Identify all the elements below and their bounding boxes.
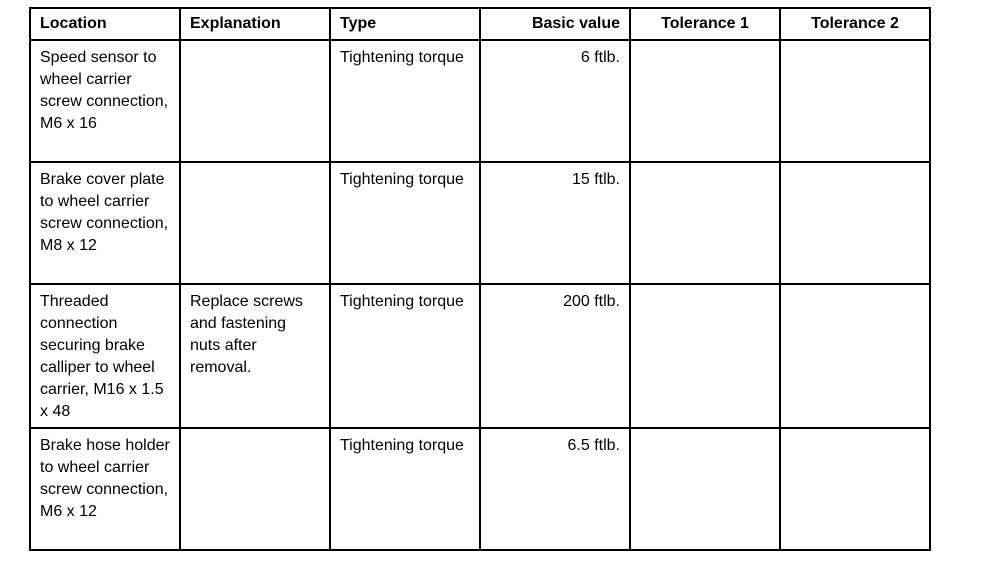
- cell-tolerance-1: [630, 40, 780, 162]
- cell-tolerance-1: [630, 162, 780, 284]
- header-type: Type: [330, 8, 480, 40]
- cell-basic-value: 6.5 ftlb.: [480, 428, 630, 550]
- cell-type: Tightening torque: [330, 162, 480, 284]
- table-row: [30, 428, 930, 550]
- cell-type: Tightening torque: [330, 40, 480, 162]
- cell-basic-value: 6 ftlb.: [480, 40, 630, 162]
- header-location: Location: [30, 8, 180, 40]
- header-basic-value: Basic value: [480, 8, 630, 40]
- header-explanation: Explanation: [180, 8, 330, 40]
- table-row: [30, 162, 930, 284]
- cell-tolerance-2: [780, 284, 930, 428]
- table-row: [30, 284, 930, 428]
- cell-tolerance-2: [780, 162, 930, 284]
- cell-type: Tightening torque: [330, 428, 480, 550]
- cell-location: Brake hose holder to wheel carrier screw connection, M6 x 12: [30, 428, 180, 550]
- cell-tolerance-1: [630, 284, 780, 428]
- cell-explanation: [180, 162, 330, 284]
- cell-location: Threaded connection securing brake calliper to wheel carrier, M16 x 1.5 x 48: [30, 284, 180, 428]
- cell-tolerance-1: [630, 428, 780, 550]
- cell-location: Speed sensor to wheel carrier screw connection, M6 x 16: [30, 40, 180, 162]
- header-tolerance-2: Tolerance 2: [780, 8, 930, 40]
- cell-basic-value: 15 ftlb.: [480, 162, 630, 284]
- cell-tolerance-2: [780, 40, 930, 162]
- cell-explanation: Replace screws and fastening nuts after removal.: [180, 284, 330, 428]
- cell-tolerance-2: [780, 428, 930, 550]
- cell-type: Tightening torque: [330, 284, 480, 428]
- cell-explanation: [180, 428, 330, 550]
- torque-spec-table: [29, 7, 931, 551]
- table-row: [30, 40, 930, 162]
- cell-location: Brake cover plate to wheel carrier screw connection, M8 x 12: [30, 162, 180, 284]
- cell-explanation: [180, 40, 330, 162]
- table-header-row: [30, 8, 930, 40]
- cell-basic-value: 200 ftlb.: [480, 284, 630, 428]
- header-tolerance-1: Tolerance 1: [630, 8, 780, 40]
